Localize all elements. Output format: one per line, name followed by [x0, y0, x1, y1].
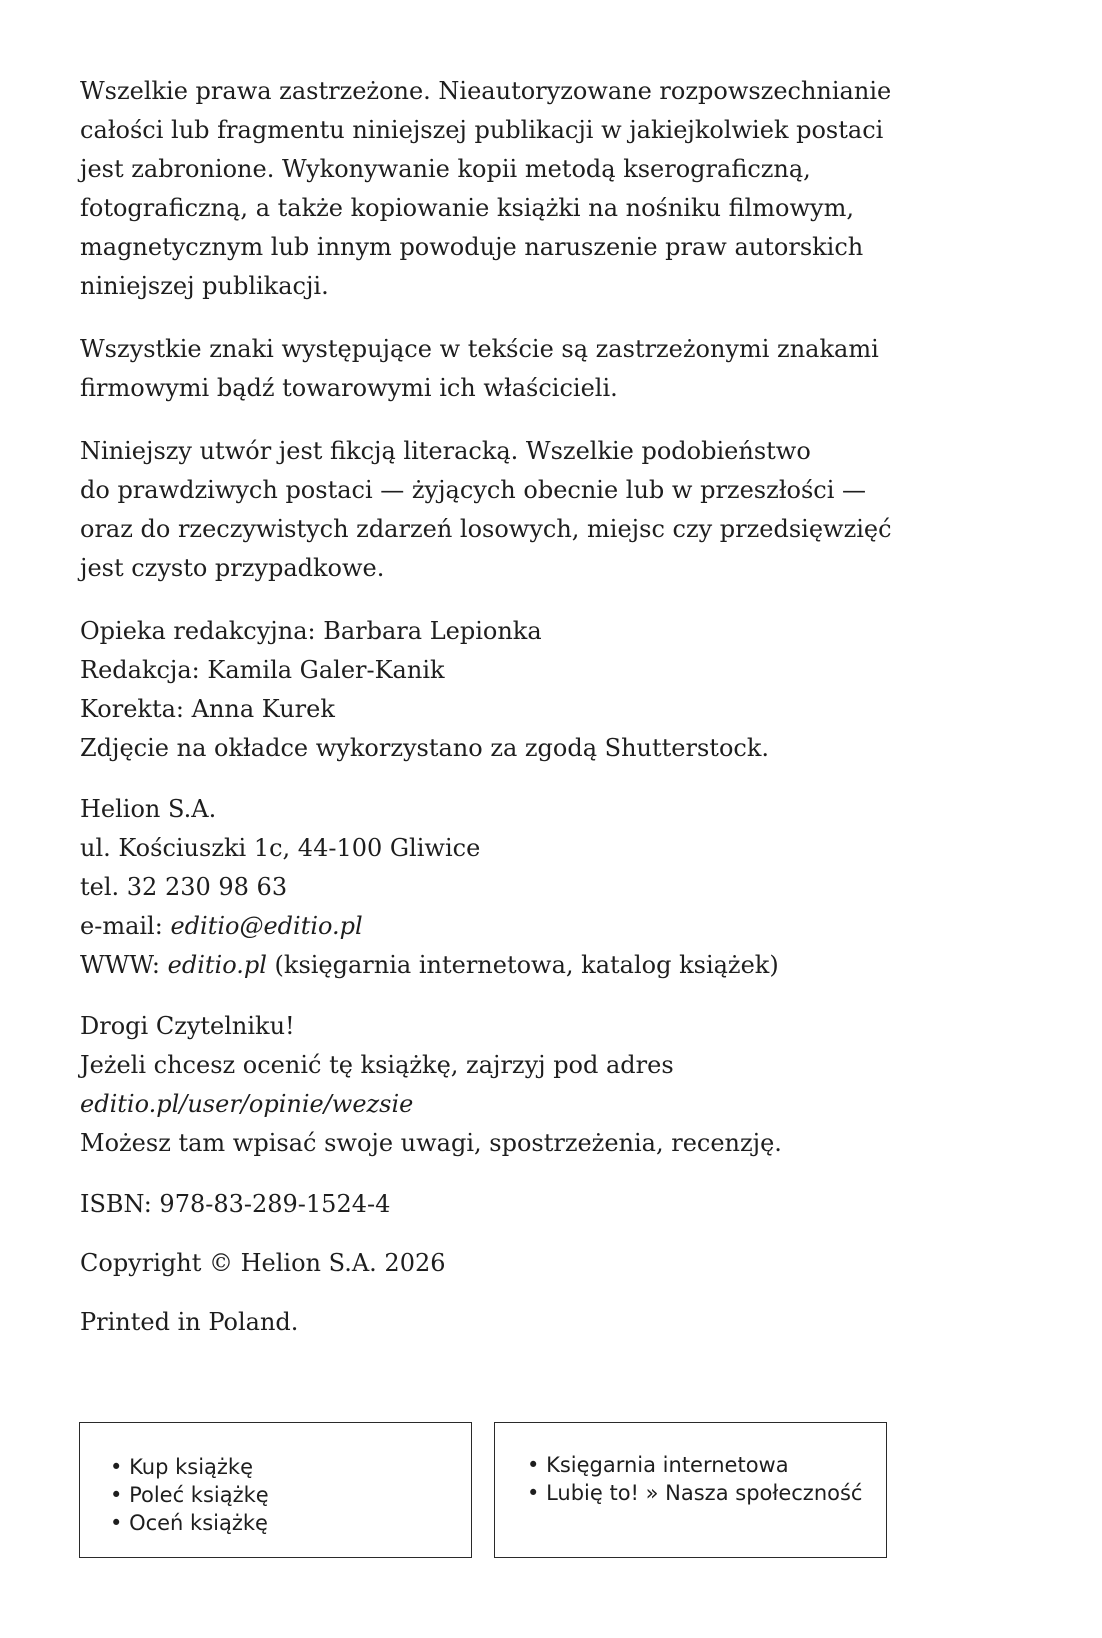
credit-proofreading: Korekta: Anna Kurek	[80, 695, 335, 723]
printed-in: Printed in Poland.	[80, 1308, 299, 1336]
recommend-book-link[interactable]: • Poleć książkę	[110, 1481, 471, 1509]
www-link[interactable]: editio.pl	[167, 951, 267, 979]
credit-cover-photo: Zdjęcie na okładce wykorzystano za zgodą Shutterstock.	[80, 734, 770, 762]
reader-prompt: Jeżeli chcesz ocenić tę książkę, zajrzyj pod adres	[80, 1051, 674, 1079]
text-line: jest czysto przypadkowe.	[80, 554, 385, 582]
credit-editing: Redakcja: Kamila Galer-Kanik	[80, 656, 445, 684]
buy-book-link[interactable]: • Kup książkę	[110, 1453, 471, 1481]
trademarks-paragraph	[80, 330, 940, 408]
text-line: oraz do rzeczywistych zdarzeń losowych, miejsc czy przedsięwzięć	[80, 515, 892, 543]
text-line: całości lub fragmentu niniejszej publikacji w jakiejkolwiek postaci	[80, 116, 884, 144]
publisher-www-line	[80, 946, 940, 985]
text-line: do prawdziwych postaci — żyjących obecnie lub w przeszłości —	[80, 476, 867, 504]
text-line: Wszystkie znaki występujące w tekście są zastrzeżonymi znakami	[80, 335, 879, 363]
imprint-page	[80, 72, 940, 1362]
email-link[interactable]: editio@editio.pl	[170, 912, 363, 940]
isbn: ISBN: 978-83-289-1524-4	[80, 1190, 391, 1218]
fiction-paragraph	[80, 432, 940, 588]
publisher-block	[80, 790, 940, 985]
text-line: Wszelkie prawa zastrzeżone. Nieautoryzowane rozpowszechnianie	[80, 77, 892, 105]
www-note: (księgarnia internetowa, katalog książek)	[266, 951, 779, 979]
text-line: niniejszej publikacji.	[80, 272, 329, 300]
text-line: fotograficzną, a także kopiowanie książki na nośniku filmowym,	[80, 194, 854, 222]
book-actions-box	[79, 1422, 472, 1558]
reader-note: Możesz tam wpisać swoje uwagi, spostrzeżenia, recenzję.	[80, 1129, 782, 1157]
publisher-phone: tel. 32 230 98 63	[80, 873, 288, 901]
www-label: WWW:	[80, 951, 168, 979]
email-label: e-mail:	[80, 912, 171, 940]
text-line: firmowymi bądź towarowymi ich właścicieli.	[80, 374, 618, 402]
credit-editor-supervision: Opieka redakcyjna: Barbara Lepionka	[80, 617, 542, 645]
credits-paragraph	[80, 612, 940, 768]
reader-greeting: Drogi Czytelniku!	[80, 1012, 295, 1040]
online-bookstore-link[interactable]: • Księgarnia internetowa	[527, 1451, 886, 1479]
text-line: magnetycznym lub innym powoduje naruszenie praw autorskich	[80, 233, 864, 261]
community-box	[494, 1422, 887, 1558]
rights-paragraph	[80, 72, 940, 306]
link-boxes	[79, 1422, 894, 1562]
copyright: Copyright © Helion S.A. 2026	[80, 1249, 446, 1277]
publisher-name: Helion S.A.	[80, 795, 217, 823]
reader-block	[80, 1007, 940, 1163]
text-line: Niniejszy utwór jest fikcją literacką. Wszelkie podobieństwo	[80, 437, 811, 465]
reader-url-link[interactable]: editio.pl/user/opinie/wezsie	[80, 1090, 414, 1118]
rate-book-link[interactable]: • Oceń książkę	[110, 1509, 471, 1537]
text-line: jest zabronione. Wykonywanie kopii metodą kserograficzną,	[80, 155, 811, 183]
publisher-address: ul. Kościuszki 1c, 44-100 Gliwice	[80, 834, 481, 862]
publisher-email-line	[80, 907, 940, 946]
community-link[interactable]: • Lubię to! » Nasza społeczność	[527, 1479, 886, 1507]
